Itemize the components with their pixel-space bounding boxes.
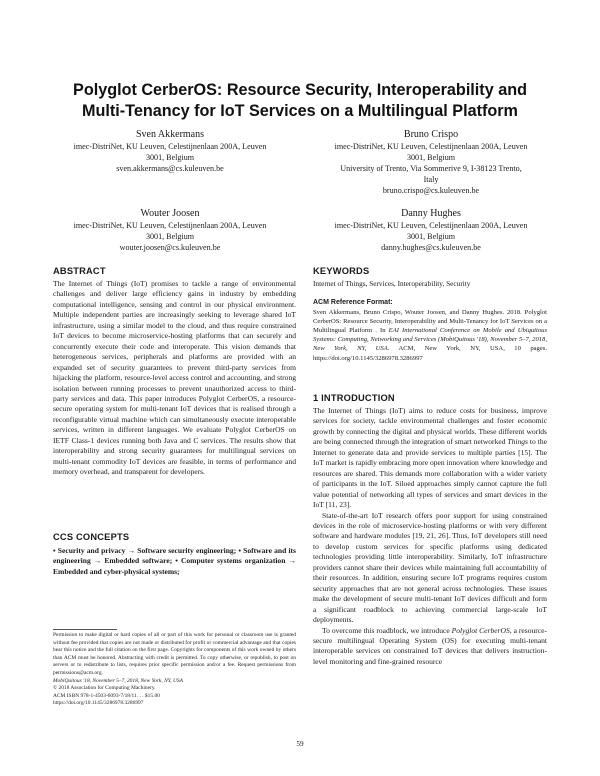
author-affiliation: 3001, Belgium [145,153,195,162]
keywords-text: Internet of Things, Services, Interoperability, Security [313,279,471,288]
author-affiliation: imec-DistriNet, KU Leuven, Celestijnenlaan 200A, Leuven [334,142,528,151]
author-affiliation: University of Trento, Via Sommerive 9, I-38123 Trento, [340,164,522,173]
ccs-heading: CCS CONCEPTS [53,532,130,542]
author-affiliation: 3001, Belgium [145,232,195,241]
abstract-text: The Internet of Things (IoT) promises to tackle a range of environmental challenges and deliver large efficiency gains in industry by embedding computational intelligence, sensing and control in our physical environment. Multiple independent parties are increasingly seeking to leverage shared IoT infrastructure, using a similar model to the cloud, and thus require constrained IoT devices to become microservice-hosting platforms that can securely and concurrently execute their code and interoperate. This vision demands that heterogeneous services, peripherals and platforms are provided with an expanded set of security guarantees to prevent third-party services from hijacking the platform, resource-level access control and accounting, and strong isolation between running processes to prevent unauthorized access to third-party services and data. This paper introduces Polyglot CerberOS, a resource-secure operating system for multi-tenant IoT devices that is realised through a reconfigurable virtual machine which can simultaneously execute interoperable services, written in different languages. We evaluate Polyglot CerberOS on IETF Class-1 devices running both Java and C services. The results show that interoperability and strong security guarantees for multilingual services on multi-tenant commodity IoT devices are feasible, in terms of performance and memory overhead, and transparent for developers. [53,279,296,477]
author-affiliation: 3001, Belgium [406,232,456,241]
author-name: Bruno Crispo [403,129,459,140]
author-block-3 [55,207,285,253]
paper-title: Polyglot CerberOS: Resource Security, Interoperability and Multi-Tenancy for IoT Services on a Multilingual Platform [73,81,527,120]
author-name: Wouter Joosen [140,208,200,219]
keywords-heading: KEYWORDS [313,266,370,276]
author-block-1 [55,128,285,174]
abstract-heading: ABSTRACT [53,266,106,276]
footnote-rule [53,629,117,630]
author-email: wouter.joosen@cs.kuleuven.be [119,243,221,252]
author-name: Danny Hughes [401,208,461,219]
author-email: sven.akkermans@cs.kuleuven.be [116,164,224,173]
author-block-2 [316,128,546,196]
page-number: 59 [296,740,304,748]
introduction-heading: 1 INTRODUCTION [313,393,395,403]
author-email: bruno.crispo@cs.kuleuven.be [382,186,480,195]
intro-paragraph-1: The Internet of Things (IoT) aims to reduce costs for business, improve services for society, tackle environmental challenges and foster economic growth by connecting the digital and physical worlds. These different worlds are being connected through the integration of smart networked Things to the Internet to generate data and provide services to multiple parties [15]. The IoT market is rapidly embracing more open innovation where knowledge and resources are shared. This demands more collaboration with a wider variety of participants in the IoT. Siloed approaches simply cannot capture the full value potential of networking all types of services and smart devices in the IoT [11, 23]. [313,406,547,510]
author-email: danny.hughes@cs.kuleuven.be [381,243,481,252]
permission-block [53,632,296,708]
author-affiliation: Italy [423,175,439,184]
abstract-body [53,279,296,478]
acm-reference [313,298,547,363]
acm-reference-text: Sven Akkermans, Bruno Crispo, Wouter Joosen, and Danny Hughes. 2018. Polyglot CerberOS: Resource Security, Interoperability and Multi-Tenancy for IoT Services on a Multilingual Platform . In EAI International Conference on Mobile and Ubiquitous Systems: Computing, Networking and Services (MobiQuitous '18), November 5–7, 2018, New York, NY, USA. ACM, New York, NY, USA, 10 pages. https://doi.org/10.1145/3286978.3286997 [313,309,548,362]
author-block-4 [316,207,546,253]
copyright-line: © 2018 Association for Computing Machinery. [53,685,156,692]
intro-paragraph-2: State-of-the-art IoT research offers poor support for using constrained devices in the role of microservice-hosting platforms or with very different software and hardware modules [19, 21, 26]. Thus, IoT developers still need to develop custom services for specific platforms using dedicated technologies providing little interoperability. Similarly, IoT infrastructure providers cannot share their devices while maintaining full accountability of their resources. In addition, ensuring secure IoT programs requires custom security approaches that are not general across technologies. These issues make the development of secure multi-tenant IoT devices difficult and form a significant roadblock to achieving commercial large-scale IoT deployments. [313,510,547,625]
venue-line: MobiQuitous '18, November 5–7, 2018, New York, NY, USA [53,677,183,684]
author-affiliation: 3001, Belgium [406,153,456,162]
intro-paragraph-3: To overcome this roadblock, we introduce Polyglot CerberOS, a resource-secure multilingual Operating System (OS) for executing multi-tenant interoperable services on constrained IoT devices that delivers instruction-level monitoring and fine-grained resource [313,625,547,666]
isbn-line: ACM ISBN 978-1-4503-6093-7/18/11. . . $15.00 [53,692,160,699]
author-affiliation: imec-DistriNet, KU Leuven, Celestijnenlaan 200A, Leuven [334,221,528,230]
doi-line: https://doi.org/10.1145/3286978.3286997 [53,700,144,707]
permission-text: Permission to make digital or hard copies of all or part of this work for personal or classroom use is granted without fee provided that copies are not made or distributed for profit or commercial advantage and that copies bear this notice and the full citation on the first page. Copyrights for components of this work owned by others than ACM must be honored. Abstracting with credit is permitted. To copy otherwise, or republish, to post on servers or to redistribute to lists, requires prior specific permission and/or a fee. Request permissions from permissions@acm.org. [53,632,296,676]
author-affiliation: imec-DistriNet, KU Leuven, Celestijnenlaan 200A, Leuven [73,142,267,151]
ccs-text: • Security and privacy → Software security engineering; • Software and its engineering → Embedded software; • Computer systems organization → Embedded and cyber-physical systems; [53,546,296,576]
author-affiliation: imec-DistriNet, KU Leuven, Celestijnenlaan 200A, Leuven [73,221,267,230]
author-name: Sven Akkermans [135,129,205,140]
ccs-concepts [53,546,296,577]
introduction-body [313,406,547,667]
acm-reference-label: ACM Reference Format: [313,299,393,306]
